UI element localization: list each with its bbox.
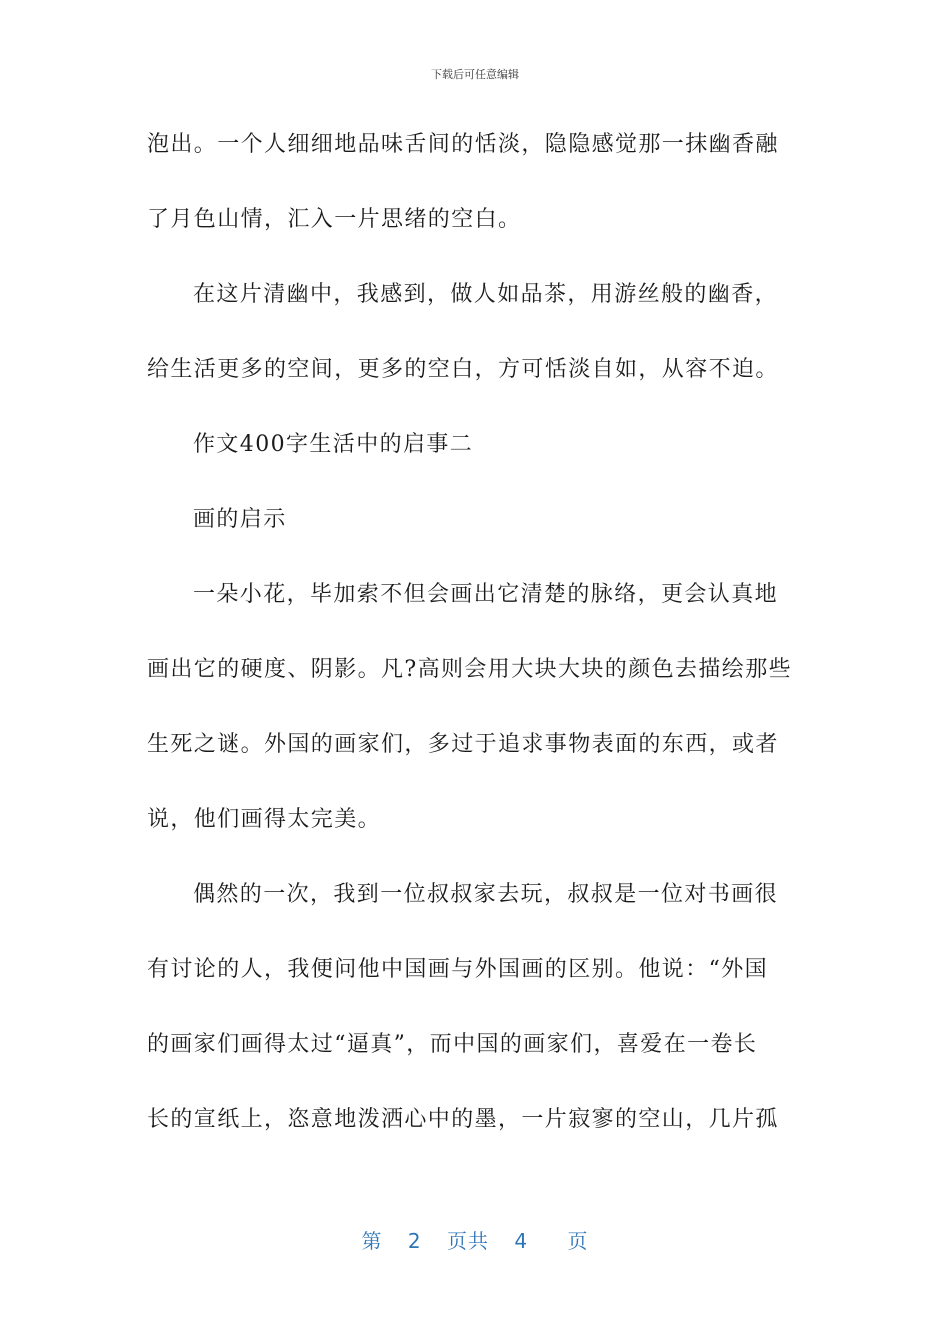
text-line: 泡出。一个人细细地品味舌间的恬淡，隐隐感觉那一抹幽香融 [147,132,779,157]
section-heading: 作文400字生活中的启事二 [193,432,474,457]
text-line: 给生活更多的空间，更多的空白，方可恬淡自如，从容不迫。 [147,357,779,382]
footer-middle: 页共 [447,1229,489,1253]
text-line: 偶然的一次，我到一位叔叔家去玩，叔叔是一位对书画很 [193,882,779,907]
text-line: 画出它的硬度、阴影。凡?高则会用大块大块的颜色去描绘那些 [147,657,792,682]
current-page-number: 2 [407,1229,422,1253]
text-line: 生死之谜。外国的画家们，多过于追求事物表面的东西，或者 [147,732,779,757]
footer-prefix: 第 [361,1229,383,1253]
footer-suffix: 页 [567,1229,589,1253]
total-page-count: 4 [514,1229,529,1253]
text-line: 一朵小花，毕加索不但会画出它清楚的脉络，更会认真地 [193,582,779,607]
text-line: 在这片清幽中，我感到，做人如品茶，用游丝般的幽香， [193,282,779,307]
text-line: 的画家们画得太过“逼真”，而中国的画家们，喜爱在一卷长 [147,1032,758,1057]
text-line: 长的宣纸上，恣意地泼洒心中的墨，一片寂寥的空山，几片孤 [147,1107,779,1132]
text-line: 有讨论的人，我便问他中国画与外国画的区别。他说：“外国 [147,957,769,982]
page-footer [0,1225,950,1254]
page-header-note: 下载后可任意编辑 [431,68,519,81]
text-line: 了月色山情，汇入一片思绪的空白。 [147,207,522,232]
essay-title: 画的启示 [193,507,287,532]
text-line: 说，他们画得太完美。 [147,807,382,832]
